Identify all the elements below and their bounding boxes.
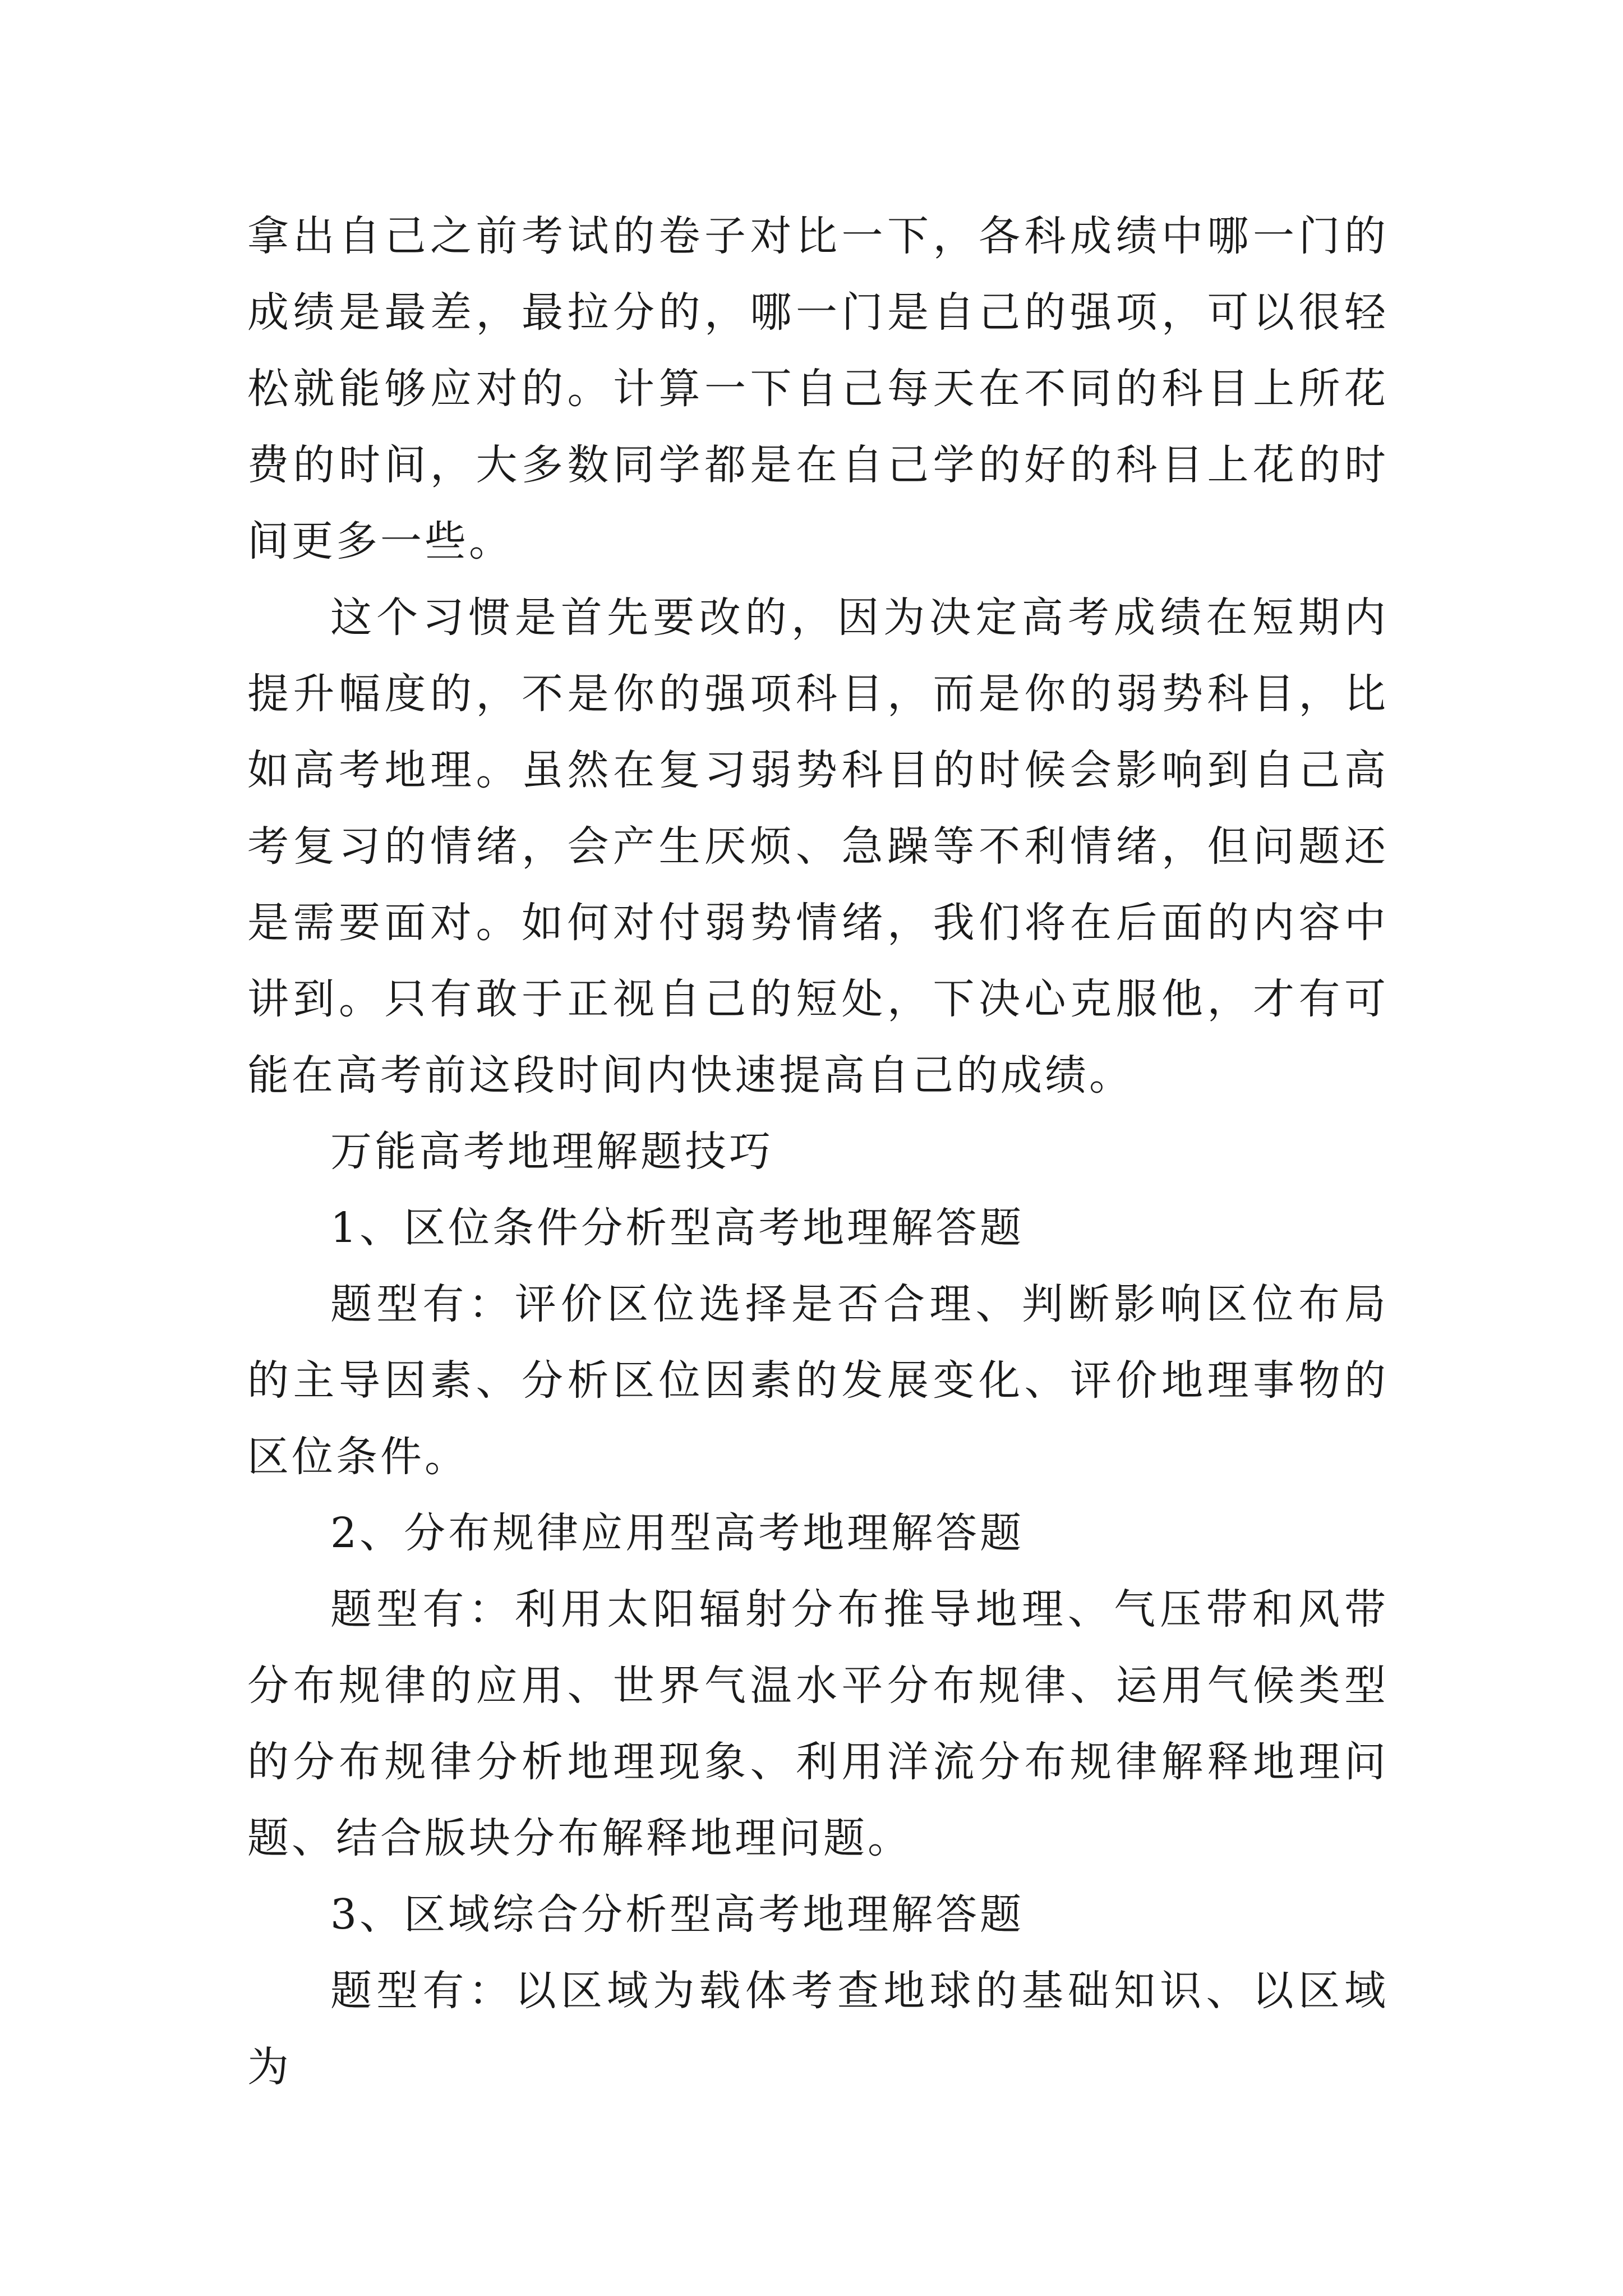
subheading-regional-analysis: 3、区域综合分析型高考地理解答题 bbox=[330, 1890, 1025, 1939]
section-heading-tips: 万能高考地理解题技巧 bbox=[330, 1128, 773, 1176]
paragraph-weak-subject: 这个习惯是首先要改的，因为决定高考成绩在短期内提升幅度的，不是你的强项科目，而是你的弱势科目，比如高考地理。虽然在复习弱势科目的时候会影响到自己高考复习的情绪，会产生厌烦、急躁等不利情绪，但问题还是需要面对。如何对付弱势情绪，我们将在后面的内容中讲到。只有敢于正视自己的短处，下决心克服他，才有可能在高考前这段时间内快速提高自己的成绩。 bbox=[247, 593, 1389, 1099]
subheading-location-analysis: 1、区位条件分析型高考地理解答题 bbox=[330, 1204, 1025, 1252]
subheading-distribution-rules: 2、分布规律应用型高考地理解答题 bbox=[330, 1509, 1025, 1557]
paragraph-distribution-types: 题型有：利用太阳辐射分布推导地理、气压带和风带分布规律的应用、世界气温水平分布规律、运用气候类型的分布规律分析地理现象、利用洋流分布规律解释地理问题、结合版块分布解释地理问题。 bbox=[247, 1585, 1389, 1862]
paragraph-location-types: 题型有：评价区位选择是否合理、判断影响区位布局的主导因素、分析区位因素的发展变化、评价地理事物的区位条件。 bbox=[247, 1280, 1389, 1481]
paragraph-continuation: 拿出自己之前考试的卷子对比一下，各科成绩中哪一门的成绩是最差，最拉分的，哪一门是自己的强项，可以很轻松就能够应对的。计算一下自己每天在不同的科目上所花费的时间，大多数同学都是在自己学的好的科目上花的时间更多一些。 bbox=[247, 212, 1389, 565]
paragraph-regional-types: 题型有：以区域为载体考查地球的基础知识、以区域为 bbox=[247, 1967, 1389, 2091]
document-body bbox=[247, 198, 1389, 2105]
